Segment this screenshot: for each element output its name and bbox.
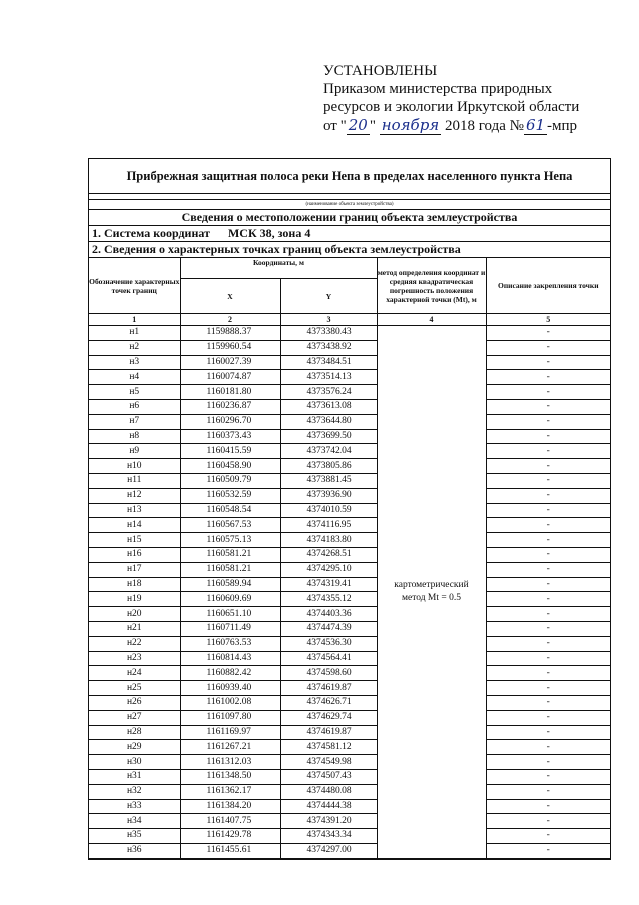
point-y: 4374403.36 — [280, 607, 377, 622]
point-y: 4374626.71 — [280, 695, 377, 710]
point-designation: н36 — [89, 843, 180, 858]
points-section-line: 2. Сведения о характерных точках границ объекта землеустройства — [89, 242, 610, 258]
table-row — [89, 784, 610, 799]
point-designation: н16 — [89, 547, 180, 562]
point-y: 4373380.43 — [280, 326, 377, 341]
table-row — [89, 488, 610, 503]
approval-month: ноября — [381, 116, 440, 134]
point-designation: н12 — [89, 488, 180, 503]
point-x: 1160609.69 — [180, 592, 280, 607]
point-x: 1161348.50 — [180, 769, 280, 784]
table-row — [89, 829, 610, 844]
point-designation: н2 — [89, 340, 180, 355]
point-y: 4373613.08 — [280, 399, 377, 414]
point-x: 1160509.79 — [180, 473, 280, 488]
point-designation: н3 — [89, 355, 180, 370]
table-row — [89, 518, 610, 533]
point-x: 1160575.13 — [180, 533, 280, 548]
point-y: 4373881.45 — [280, 473, 377, 488]
point-y: 4374474.39 — [280, 621, 377, 636]
point-x: 1160711.49 — [180, 621, 280, 636]
header-y: Y — [280, 279, 377, 314]
table-row — [89, 814, 610, 829]
point-x: 1161455.61 — [180, 843, 280, 858]
approval-year: 2018 года № — [445, 118, 524, 134]
point-description: - — [486, 592, 610, 607]
point-y: 4374391.20 — [280, 814, 377, 829]
point-description: - — [486, 725, 610, 740]
document-title: Прибрежная защитная полоса реки Непа в пределах населенного пункта Непа — [89, 159, 610, 194]
point-x: 1161267.21 — [180, 740, 280, 755]
point-description: - — [486, 695, 610, 710]
point-y: 4373484.51 — [280, 355, 377, 370]
table-row — [89, 592, 610, 607]
table-row — [89, 725, 610, 740]
table-row — [89, 385, 610, 400]
point-description: - — [486, 755, 610, 770]
table-row — [89, 799, 610, 814]
point-y: 4374581.12 — [280, 740, 377, 755]
table-row — [89, 562, 610, 577]
point-description: - — [486, 829, 610, 844]
point-x: 1160651.10 — [180, 607, 280, 622]
point-y: 4374507.43 — [280, 769, 377, 784]
approval-date-line — [323, 116, 579, 135]
point-x: 1160763.53 — [180, 636, 280, 651]
point-x: 1160567.53 — [180, 518, 280, 533]
point-x: 1160373.43 — [180, 429, 280, 444]
point-designation: н26 — [89, 695, 180, 710]
point-x: 1161169.97 — [180, 725, 280, 740]
point-description: - — [486, 518, 610, 533]
point-y: 4373576.24 — [280, 385, 377, 400]
table-row — [89, 651, 610, 666]
point-designation: н17 — [89, 562, 180, 577]
approval-line-3: ресурсов и экологии Иркутской области — [323, 99, 580, 115]
header-coords: Координаты, м — [180, 258, 377, 279]
point-y: 4374268.51 — [280, 547, 377, 562]
point-description: - — [486, 814, 610, 829]
point-x: 1160458.90 — [180, 459, 280, 474]
table-row — [89, 355, 610, 370]
point-designation: н34 — [89, 814, 180, 829]
approval-suffix: -мпр — [547, 118, 578, 134]
table-row — [89, 843, 610, 858]
point-designation: н14 — [89, 518, 180, 533]
point-description: - — [486, 385, 610, 400]
table-row — [89, 695, 610, 710]
point-y: 4374619.87 — [280, 681, 377, 696]
point-x: 1160236.87 — [180, 399, 280, 414]
point-designation: н7 — [89, 414, 180, 429]
point-x: 1161002.08 — [180, 695, 280, 710]
table-row — [89, 414, 610, 429]
table-row — [89, 607, 610, 622]
point-description: - — [486, 843, 610, 858]
point-y: 4374355.12 — [280, 592, 377, 607]
point-y: 4374549.98 — [280, 755, 377, 770]
point-designation: н28 — [89, 725, 180, 740]
point-y: 4374536.30 — [280, 636, 377, 651]
point-description: - — [486, 710, 610, 725]
point-designation: н1 — [89, 326, 180, 341]
point-designation: н10 — [89, 459, 180, 474]
point-designation: н24 — [89, 666, 180, 681]
col-number-5: 5 — [486, 314, 610, 326]
coord-system-label: 1. Система координат — [92, 226, 210, 240]
point-description: - — [486, 769, 610, 784]
point-y: 4373699.50 — [280, 429, 377, 444]
point-designation: н21 — [89, 621, 180, 636]
point-designation: н30 — [89, 755, 180, 770]
table-row — [89, 710, 610, 725]
table-row — [89, 340, 610, 355]
point-y: 4373936.90 — [280, 488, 377, 503]
point-designation: н13 — [89, 503, 180, 518]
point-x: 1160415.59 — [180, 444, 280, 459]
point-description: - — [486, 799, 610, 814]
point-y: 4374444.38 — [280, 799, 377, 814]
point-x: 1160181.80 — [180, 385, 280, 400]
point-description: - — [486, 547, 610, 562]
table-row — [89, 370, 610, 385]
table-row — [89, 459, 610, 474]
approval-block — [323, 62, 579, 135]
table-row — [89, 473, 610, 488]
points-table-body — [89, 326, 610, 859]
point-x: 1161097.80 — [180, 710, 280, 725]
point-designation: н33 — [89, 799, 180, 814]
point-designation: н18 — [89, 577, 180, 592]
table-row — [89, 547, 610, 562]
point-x: 1161362.17 — [180, 784, 280, 799]
point-y: 4374480.08 — [280, 784, 377, 799]
point-description: - — [486, 533, 610, 548]
point-description: - — [486, 340, 610, 355]
column-number-row — [89, 314, 610, 326]
point-x: 1161429.78 — [180, 829, 280, 844]
section-title: Сведения о местоположении границ объекта землеустройства — [89, 210, 610, 226]
method-cell — [377, 326, 486, 859]
approval-quote-close: " — [369, 118, 376, 134]
table-row — [89, 503, 610, 518]
table-row — [89, 577, 610, 592]
approval-line-2: Приказом министерства природных — [323, 81, 553, 97]
point-description: - — [486, 370, 610, 385]
point-designation: н29 — [89, 740, 180, 755]
col-number-4: 4 — [377, 314, 486, 326]
header-method: метод определения координат и средняя квадратическая погрешность положения характерной точки (Mt), м — [377, 258, 486, 314]
table-row — [89, 429, 610, 444]
table-row — [89, 755, 610, 770]
coord-system-value: МСК 38, зона 4 — [227, 226, 311, 240]
table-row — [89, 666, 610, 681]
point-x: 1160296.70 — [180, 414, 280, 429]
point-y: 4374629.74 — [280, 710, 377, 725]
approval-day: 20 — [348, 116, 368, 134]
table-row — [89, 399, 610, 414]
point-description: - — [486, 399, 610, 414]
table-row — [89, 636, 610, 651]
point-description: - — [486, 666, 610, 681]
point-y: 4374010.59 — [280, 503, 377, 518]
point-x: 1160532.59 — [180, 488, 280, 503]
point-y: 4373742.04 — [280, 444, 377, 459]
col-number-1: 1 — [89, 314, 180, 326]
point-x: 1161384.20 — [180, 799, 280, 814]
point-y: 4374619.87 — [280, 725, 377, 740]
method-text-1: картометрический — [394, 579, 469, 590]
point-description: - — [486, 607, 610, 622]
header-x: X — [180, 279, 280, 314]
point-y: 4374319.41 — [280, 577, 377, 592]
point-description: - — [486, 414, 610, 429]
point-y: 4373438.92 — [280, 340, 377, 355]
point-y: 4374116.95 — [280, 518, 377, 533]
point-description: - — [486, 444, 610, 459]
point-designation: н20 — [89, 607, 180, 622]
point-x: 1160027.39 — [180, 355, 280, 370]
point-description: - — [486, 784, 610, 799]
point-description: - — [486, 577, 610, 592]
point-x: 1160589.94 — [180, 577, 280, 592]
point-x: 1160581.21 — [180, 547, 280, 562]
point-designation: н8 — [89, 429, 180, 444]
point-y: 4374343.34 — [280, 829, 377, 844]
point-designation: н19 — [89, 592, 180, 607]
table-row — [89, 533, 610, 548]
point-description: - — [486, 562, 610, 577]
point-description: - — [486, 326, 610, 341]
point-x: 1160882.42 — [180, 666, 280, 681]
point-description: - — [486, 473, 610, 488]
point-description: - — [486, 459, 610, 474]
point-x: 1159888.37 — [180, 326, 280, 341]
point-description: - — [486, 636, 610, 651]
point-designation: н31 — [89, 769, 180, 784]
method-text-2: метод Mt = 0.5 — [401, 592, 461, 603]
point-x: 1161312.03 — [180, 755, 280, 770]
point-y: 4373805.86 — [280, 459, 377, 474]
table-row — [89, 326, 610, 341]
coord-system-line — [89, 226, 610, 242]
points-table — [89, 258, 610, 859]
point-y: 4374297.00 — [280, 843, 377, 858]
table-row — [89, 444, 610, 459]
point-designation: н5 — [89, 385, 180, 400]
point-designation: н4 — [89, 370, 180, 385]
point-description: - — [486, 681, 610, 696]
table-row — [89, 621, 610, 636]
col-number-3: 3 — [280, 314, 377, 326]
table-row — [89, 681, 610, 696]
point-x: 1159960.54 — [180, 340, 280, 355]
point-description: - — [486, 621, 610, 636]
point-x: 1160814.43 — [180, 651, 280, 666]
point-designation: н27 — [89, 710, 180, 725]
point-description: - — [486, 651, 610, 666]
point-designation: н23 — [89, 651, 180, 666]
point-designation: н9 — [89, 444, 180, 459]
approval-from: от " — [323, 118, 347, 134]
col-number-2: 2 — [180, 314, 280, 326]
point-designation: н6 — [89, 399, 180, 414]
approval-heading: УСТАНОВЛЕНЫ — [323, 63, 438, 79]
point-x: 1160581.21 — [180, 562, 280, 577]
point-designation: н15 — [89, 533, 180, 548]
point-y: 4374295.10 — [280, 562, 377, 577]
point-y: 4374598.60 — [280, 666, 377, 681]
point-x: 1160548.54 — [180, 503, 280, 518]
point-designation: н22 — [89, 636, 180, 651]
point-x: 1161407.75 — [180, 814, 280, 829]
point-description: - — [486, 429, 610, 444]
point-y: 4374564.41 — [280, 651, 377, 666]
point-description: - — [486, 488, 610, 503]
table-row — [89, 740, 610, 755]
header-description: Описание закрепления точки — [486, 258, 610, 314]
header-designation: Обозначение характерных точек границ — [89, 258, 180, 314]
point-designation: н11 — [89, 473, 180, 488]
point-designation: н32 — [89, 784, 180, 799]
object-subnote: (наименование объекта землеустройства) — [89, 200, 610, 210]
point-x: 1160939.40 — [180, 681, 280, 696]
point-x: 1160074.87 — [180, 370, 280, 385]
approval-number: 61 — [525, 116, 546, 134]
point-y: 4373644.80 — [280, 414, 377, 429]
point-description: - — [486, 503, 610, 518]
point-description: - — [486, 355, 610, 370]
table-row — [89, 769, 610, 784]
point-y: 4374183.80 — [280, 533, 377, 548]
point-designation: н25 — [89, 681, 180, 696]
point-description: - — [486, 740, 610, 755]
point-designation: н35 — [89, 829, 180, 844]
document-frame — [88, 158, 611, 860]
point-y: 4373514.13 — [280, 370, 377, 385]
